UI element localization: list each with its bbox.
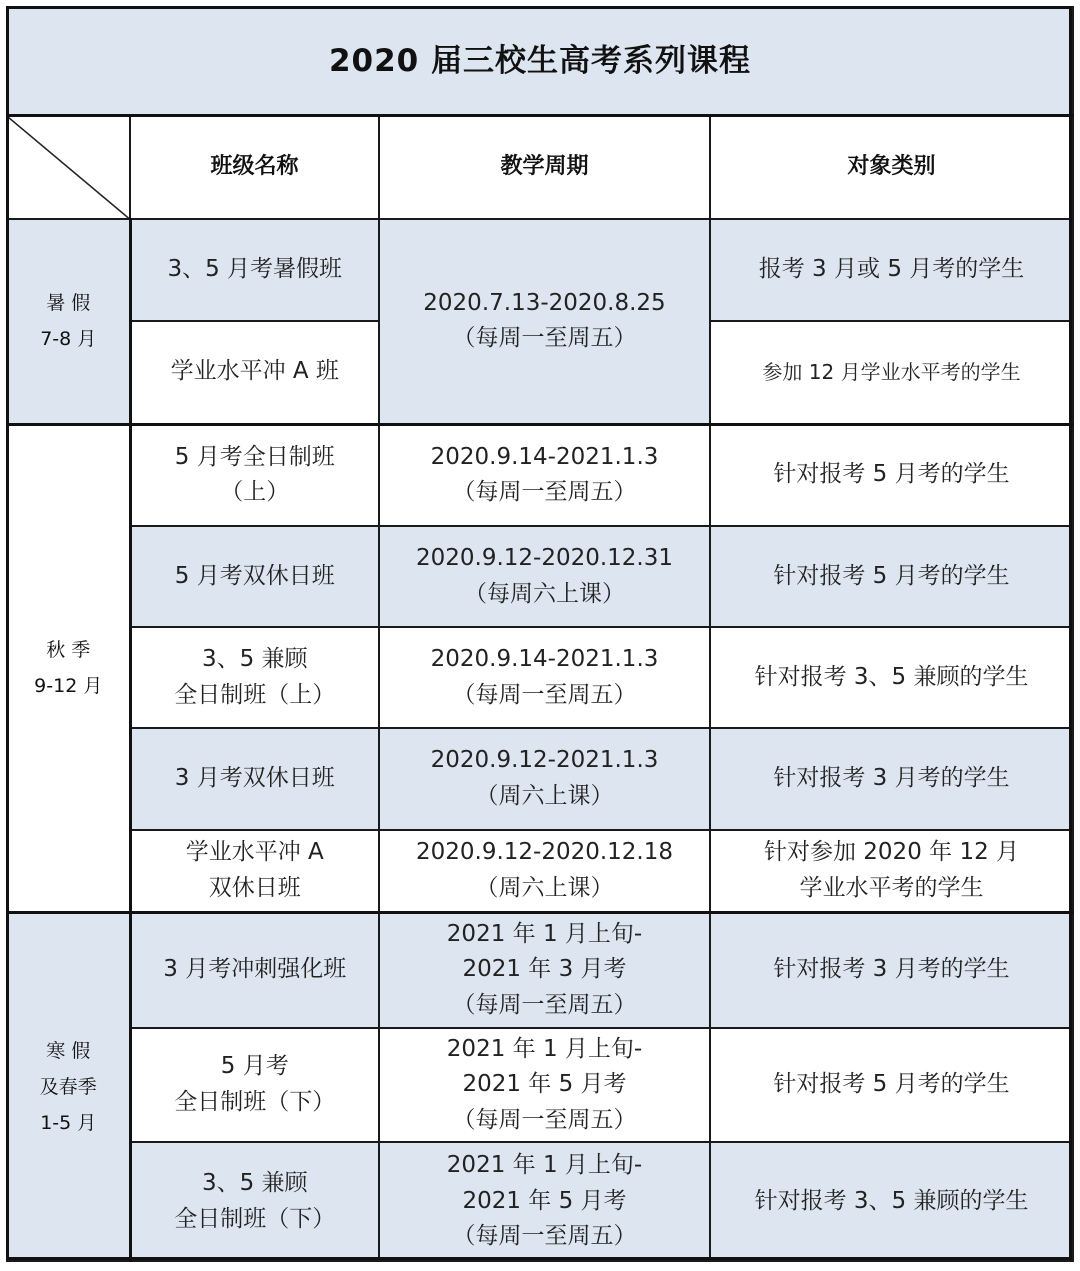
class-name: 3、5 兼顾 [201,645,308,672]
class-name: 学业水平冲 A [185,839,324,866]
season-months: 7-8 月 [40,328,97,351]
target-text: 针对报考 5 月考的学生 [773,562,1010,589]
target-text: 针对报考 5 月考的学生 [773,1071,1010,1098]
class-name-suffix: 双休日班 [208,874,301,901]
class-name: 3 月考冲刺强化班 [163,956,347,983]
period-dates: 2020.9.12-2020.12.31 [415,544,674,571]
class-name-suffix: 全日制班（下） [174,1089,336,1115]
period-start: 2021 年 1 月上旬- [446,1035,643,1062]
period-schedule: （每周一至周五） [452,992,637,1019]
period-dates: 2020.9.12-2021.1.3 [430,747,659,774]
period-end: 2021 年 3 月考 [462,956,627,983]
header-period: 教学周期 [379,115,710,219]
table-title: 2020 届三校生高考系列课程 [7,7,1073,115]
class-name: 5 月考全日制班 [174,443,335,470]
header-class-name: 班级名称 [130,115,379,219]
period-schedule: （每周一至周五） [452,1106,637,1133]
target-text: 针对报考 3 月考的学生 [773,765,1010,792]
period-dates: 2020.9.12-2020.12.18 [415,839,674,866]
target-text: 报考 3 月或 5 月考的学生 [758,256,1025,283]
period-start: 2021 年 1 月上旬- [446,920,643,947]
table-outer-border [6,6,1072,1260]
class-name: 3、5 月考暑假班 [167,256,343,283]
season-label: 暑 假 [46,292,91,315]
target-text-line2: 学业水平考的学生 [799,874,984,901]
target-text: 针对报考 3 月考的学生 [773,956,1010,983]
class-name-suffix: 全日制班（上） [174,681,336,708]
period-end: 2021 年 5 月考 [462,1071,627,1098]
class-name: 学业水平冲 A 班 [170,358,339,385]
period-schedule: （每周一至周五） [452,325,637,352]
target-text: 针对报考 3、5 兼顾的学生 [754,1187,1029,1214]
period-dates: 2020.7.13-2020.8.25 [423,289,666,316]
period-end: 2021 年 5 月考 [462,1187,627,1214]
season-months: 9-12 月 [34,675,103,697]
period-dates: 2020.9.14-2021.1.3 [430,645,659,672]
period-schedule: （每周一至周五） [452,681,637,708]
period-dates: 2020.9.14-2021.1.3 [430,443,659,470]
season-label: 秋 季 [46,638,91,661]
class-name: 3、5 兼顾 [201,1169,308,1196]
period-schedule: （周六上课） [475,874,614,901]
target-text: 针对报考 5 月考的学生 [773,461,1010,488]
class-name: 5 月考双休日班 [174,562,335,589]
season-label-2: 及春季 [39,1075,97,1098]
target-text: 针对参加 2020 年 12 月 [763,839,1020,866]
period-schedule: （每周六上课） [464,580,625,607]
class-name-suffix: （上） [220,479,290,506]
class-name-suffix: 全日制班（下） [174,1205,336,1232]
period-schedule: （每周一至周五） [452,1223,637,1250]
period-start: 2021 年 1 月上旬- [446,1152,643,1179]
period-schedule: （每周一至周五） [452,479,637,506]
season-label: 寒 假 [46,1039,91,1062]
season-months: 1-5 月 [40,1111,97,1134]
target-text: 参加 12 月学业水平考的学生 [762,359,1021,384]
header-target: 对象类别 [710,115,1073,219]
target-text: 针对报考 3、5 兼顾的学生 [754,663,1029,690]
class-name: 3 月考双休日班 [174,765,335,792]
period-schedule: （周六上课） [475,783,614,809]
class-name: 5 月考 [220,1053,289,1080]
